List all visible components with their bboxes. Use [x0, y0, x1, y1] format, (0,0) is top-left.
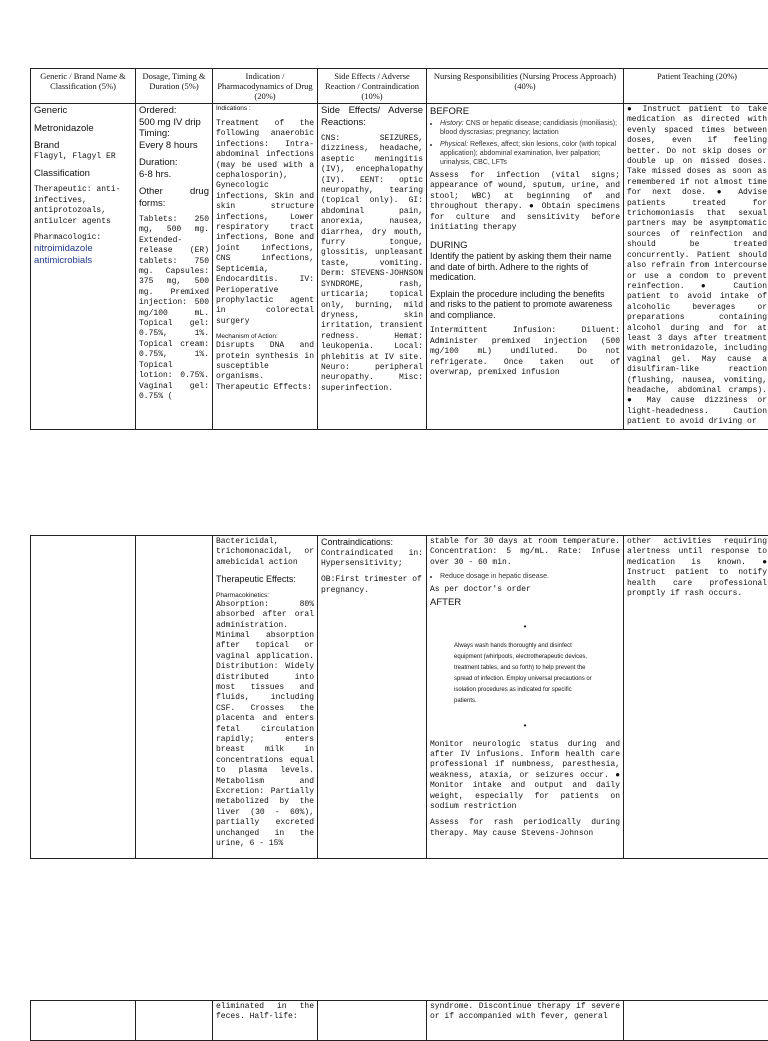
- drug-forms-text: Tablets: 250 mg, 500 mg. Extended-release (ER) tablets: 750 mg. Capsules: 375 mg, 500 mg. Premixed injection: 500 mg/100 mL. Topical gel: 0.75%, 1%. Topical cream: 0.75%, 1%. Topical lotion: 0.75%. Vaginal gel: 0.75% (: [139, 215, 209, 402]
- generic-cell-empty: [31, 536, 136, 859]
- assess-infection-text: Assess for infection (vital signs; appearance of wound, sputum, urine, and stool; WBC) at beginning of and throughout therapy. ● Obtain specimens for culture and sensitivity before initiating therapy: [430, 171, 620, 233]
- dosage-cell-empty: [136, 536, 213, 859]
- nursing-cell: [427, 1001, 624, 1041]
- side-effects-label: Side Effects/ Adverse Reactions:: [321, 105, 423, 128]
- during-heading: DURING: [430, 240, 620, 251]
- header-nursing: Nursing Responsibilities (Nursing Process Approach) (40%): [427, 69, 624, 104]
- generic-label: Generic: [34, 105, 132, 117]
- infusion-rate-text: stable for 30 days at room temperature. Concentration: 5 mg/mL. Rate: Infuse over 30 - 60 min.: [430, 537, 620, 568]
- nursing-cell: [427, 104, 624, 430]
- brand-label: Brand: [34, 140, 132, 152]
- indications-label: Indications :: [216, 105, 314, 113]
- teaching-text: other activities requiring alertness until response to medication is known. ● Instruct patient to notify health care professional promptly if rash occurs.: [627, 537, 767, 599]
- pharmacokinetics-text: Absorption: 80% absorbed after oral administration. Minimal absorption after topical or vaginal application. Distribution: Widely distributed into most tissues and fluids, including CSF. Crosses the placenta and enters fetal circulation rapidly; enters breast milk in concentrations equal to plasma levels. Metabolism and Excretion: Partially metabolized by the liver (30 - 60%), partially excreted unchanged in the urine, 6 - 15%: [216, 600, 314, 850]
- teaching-cell-empty: [624, 1001, 768, 1041]
- header-dosage: Dosage, Timing & Duration (5%): [136, 69, 213, 104]
- during-text: Identify the patient by asking them their name and date of birth. Adhere to the rights of medication.: [430, 251, 620, 283]
- hand-washing-text: Always wash hands thoroughly and disinfect equipment (whirlpools, electrotherapeutic devices, treatment tables, and so forth) to help prevent the spread of infection. Employ universal precautions or isolation procedures as indicated for specific patients.: [430, 641, 620, 707]
- ob-text: OB:First trimester of pregnancy.: [321, 575, 423, 596]
- pharmacokinetics-label: Pharmacokinetics:: [216, 592, 314, 600]
- contraindications-text: Contraindicated in: Hypersensitivity;: [321, 549, 423, 570]
- indication-cell: [213, 1001, 318, 1041]
- timing-value: Every 8 hours: [139, 140, 209, 152]
- table-row: [31, 1001, 768, 1041]
- side-effects-cell: [318, 536, 427, 859]
- sjs-text: syndrome. Discontinue therapy if severe or if accompanied with fever, general: [430, 1002, 620, 1023]
- header-generic: Generic / Brand Name & Classification (5%): [31, 69, 136, 104]
- side-effects-cell: [318, 104, 427, 430]
- header-row: [31, 69, 768, 104]
- intermittent-infusion-text: Intermittent Infusion: Diluent: Administer premixed injection (500 mg/100 mL) undiluted. Do not refrigerate. Once taken out of overwrap, premixed infusion: [430, 326, 620, 378]
- therapeutic-effects-label: Therapeutic Effects:: [216, 574, 314, 586]
- pharmacologic-class: nitroimidazole antimicrobials: [34, 243, 132, 266]
- classification-label: Classification: [34, 168, 132, 180]
- dosage-cell-empty: [136, 1001, 213, 1041]
- dosage-cell: [136, 104, 213, 430]
- drug-table-page-2: [30, 535, 768, 859]
- bullet-dot-icon: •: [430, 721, 620, 730]
- generic-cell-empty: [31, 1001, 136, 1041]
- pharmacologic-label: Pharmacologic:: [34, 233, 132, 243]
- physical-item: • Physical: Reflexes, affect; skin lesions, color (with topical application); abdominal examination, liver palpation; urinalysis, CBC, LFTs: [440, 140, 620, 167]
- assess-rash-text: Assess for rash periodically during therapy. May cause Stevens-Johnson: [430, 818, 620, 839]
- mechanism-text: Disrupts DNA and protein synthesis in susceptible organisms.: [216, 341, 314, 383]
- header-side-effects: Side Effects / Adverse Reaction / Contraindication (10%): [318, 69, 427, 104]
- header-indication: Indication / Pharmacodynamics of Drug (20%): [213, 69, 318, 104]
- therapeutic-effects-label: Therapeutic Effects:: [216, 383, 314, 393]
- teaching-text: ● Instruct patient to take medication as directed with evenly spaced times between doses, even if feeling better. Do not skip doses or double up on missed doses. Take missed doses as soon as remembered if not almost time for next dose. ● Advise patients treated for trichomoniasis that sexual partners may be asymptomatic sources of reinfection and should be treated concurrently. Patient should also refrain from intercourse or use a condom to prevent reinfection. ● Caution patient to avoid intake of alcoholic beverages or preparations containing alcohol during and for at least 3 days after treatment with metronidazole, including vaginal gel. May cause a disulfiram-like reaction (flushing, nausea, vomiting, headache, abdominal cramps). ● May cause dizziness or light-headedness. Caution patient to avoid driving or: [627, 105, 767, 428]
- duration-label: Duration:: [139, 157, 209, 169]
- brand-names: Flagyl, Flagyl ER: [34, 152, 132, 162]
- table-row: [31, 536, 768, 859]
- after-heading: AFTER: [430, 597, 620, 608]
- bullet-dot-icon: •: [430, 622, 620, 631]
- duration-value: 6-8 hrs.: [139, 169, 209, 181]
- indications-text: Treatment of the following anaerobic infections: Intra-abdominal infections (may be used with a cephalosporin), Gynecologic infections, Skin and skin structure infections, Lower respiratory tract infections, Bone and joint infections, CNS infections, Septicemia, Endocarditis. IV: Perioperative prophylactic agent in colorectal surgery: [216, 119, 314, 327]
- other-forms-label: Other drug forms:: [139, 186, 209, 209]
- timing-label: Timing:: [139, 128, 209, 140]
- indication-cell: [213, 536, 318, 859]
- nursing-cell: [427, 536, 624, 859]
- generic-cell: [31, 104, 136, 430]
- half-life-text: eliminated in the feces. Half-life:: [216, 1002, 314, 1023]
- reduce-dosage-item: • Reduce dosage in hepatic disease.: [440, 572, 620, 581]
- ordered-label: Ordered:: [139, 105, 209, 117]
- drug-table-page-3: [30, 1000, 768, 1041]
- side-effects-text: CNS: SEIZURES, dizziness, headache, aseptic meningitis (IV), encephalopathy (IV). EENT: optic neuropathy, tearing (topical only). GI: abdominal pain, anorexia, nausea, diarrhea, dry mouth, furry tongue, glossitis, unpleasant taste, vomiting. Derm: STEVENS-JOHNSON SYNDROME, rash, urticaria; topical only, burning, mild dryness, skin irritation, transient redness. Hemat: leukopenia. Local: phlebitis at IV site. Neuro: peripheral neuropathy. Misc: superinfection.: [321, 134, 423, 394]
- explain-text: Explain the procedure including the benefits and risks to the patient to promote awareness and compliance.: [430, 289, 620, 321]
- generic-name: Metronidazole: [34, 123, 132, 135]
- monitor-text: Monitor neurologic status during and after IV infusions. Inform health care professional if numbness, paresthesia, weakness, ataxia, or seizures occur. ● Monitor intake and output and daily weight, especially for patients on sodium restriction: [430, 740, 620, 813]
- teaching-cell: [624, 104, 768, 430]
- header-teaching: Patient Teaching (20%): [624, 69, 768, 104]
- as-per-order-text: As per doctor's order: [430, 585, 620, 595]
- ordered-value: 500 mg IV drip: [139, 117, 209, 129]
- mechanism-label: Mechanism of Action:: [216, 333, 314, 341]
- action-text: Bactericidal, trichomonacidal, or amebicidal action: [216, 537, 314, 568]
- before-heading: BEFORE: [430, 106, 620, 117]
- drug-table-page-1: [30, 68, 768, 430]
- contraindications-label: Contraindications:: [321, 537, 423, 549]
- side-effects-cell-empty: [318, 1001, 427, 1041]
- history-item: • History: CNS or hepatic disease; candidiasis (moniliasis); blood dyscrasias; pregnancy; lactation: [440, 119, 620, 137]
- therapeutic-class: Therapeutic: anti-infectives, antiprotozoals, antiulcer agents: [34, 185, 132, 227]
- table-row: [31, 104, 768, 430]
- teaching-cell: [624, 536, 768, 859]
- indication-cell: [213, 104, 318, 430]
